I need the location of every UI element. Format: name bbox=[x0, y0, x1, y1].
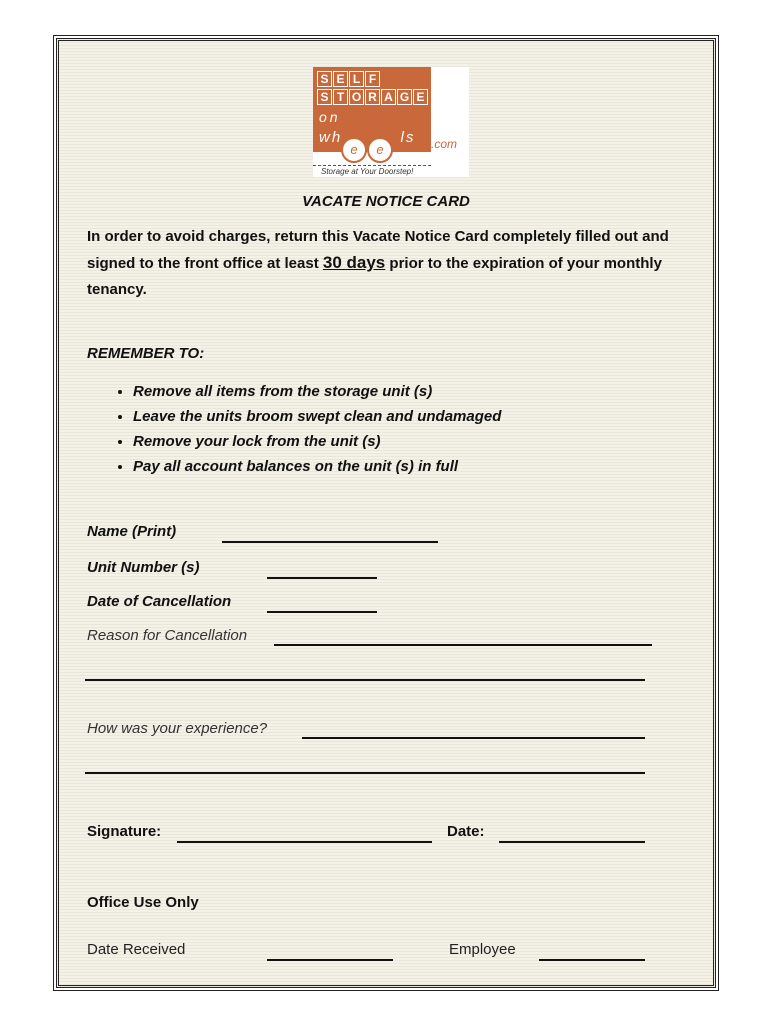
experience-label: How was your experience? bbox=[87, 720, 268, 737]
logo-letter: G bbox=[397, 89, 412, 105]
intro-before: In order to avoid charges, return this Vacate Notice Card completely filled out and signed to the front office at least bbox=[87, 228, 669, 272]
intro-after: prior to the expiration of your monthly tenancy. bbox=[87, 255, 662, 298]
list-item: • Leave the units broom swept clean and undamaged bbox=[133, 404, 501, 429]
logo-tagline: Storage at Your Doorstep! bbox=[321, 167, 414, 176]
reason-field-line-2[interactable] bbox=[85, 679, 645, 681]
logo-letter: T bbox=[333, 89, 348, 105]
unit-field[interactable] bbox=[267, 577, 377, 579]
intro-paragraph bbox=[87, 224, 687, 303]
date-received-field[interactable] bbox=[267, 959, 393, 961]
signature-field[interactable] bbox=[177, 841, 432, 843]
reason-field[interactable] bbox=[274, 644, 652, 646]
date-cancel-label: Date of Cancellation bbox=[87, 593, 232, 610]
logo-letter: S bbox=[317, 89, 332, 105]
experience-field[interactable] bbox=[302, 737, 645, 739]
name-label: Name (Print) bbox=[87, 523, 177, 540]
intro-days: 30 days bbox=[322, 253, 386, 272]
logo-letter: O bbox=[349, 89, 364, 105]
date-cancel-field[interactable] bbox=[267, 611, 377, 613]
logo-letter: F bbox=[365, 71, 380, 87]
unit-label: Unit Number (s) bbox=[87, 559, 200, 576]
remember-heading: REMEMBER TO: bbox=[87, 345, 205, 362]
employee-label: Employee bbox=[449, 941, 516, 958]
date-received-label: Date Received bbox=[87, 941, 186, 958]
wheel-icon: e bbox=[341, 137, 367, 163]
logo-letter: R bbox=[365, 89, 380, 105]
reason-label: Reason for Cancellation bbox=[87, 627, 248, 644]
logo-row-storage bbox=[317, 89, 428, 105]
office-heading: Office Use Only bbox=[87, 894, 199, 911]
logo-divider bbox=[313, 165, 431, 166]
logo-com-text: .com bbox=[431, 137, 458, 151]
logo-letter: S bbox=[317, 71, 332, 87]
name-field[interactable] bbox=[222, 541, 438, 543]
logo-ls: ls bbox=[400, 129, 416, 146]
logo-letter: E bbox=[413, 89, 428, 105]
remember-list bbox=[87, 379, 501, 479]
logo-letter: A bbox=[381, 89, 396, 105]
list-item: • Remove all items from the storage unit (s) bbox=[133, 379, 501, 404]
logo-letter: L bbox=[349, 71, 364, 87]
vacate-notice-card bbox=[56, 38, 716, 988]
logo-letter: E bbox=[333, 71, 348, 87]
signature-label: Signature: bbox=[87, 823, 162, 840]
wheel-icon: e bbox=[367, 137, 393, 163]
logo-wh: wh bbox=[319, 129, 343, 146]
card-title: VACATE NOTICE CARD bbox=[302, 193, 470, 210]
logo-on-text: on bbox=[319, 109, 341, 125]
employee-field[interactable] bbox=[539, 959, 645, 961]
list-item: • Pay all account balances on the unit (s) in full bbox=[133, 454, 501, 479]
date-field[interactable] bbox=[499, 841, 645, 843]
list-item: • Remove your lock from the unit (s) bbox=[133, 429, 501, 454]
experience-field-line-2[interactable] bbox=[85, 772, 645, 774]
company-logo bbox=[313, 67, 469, 177]
logo-wh-text bbox=[319, 129, 415, 146]
logo-row-self bbox=[317, 71, 380, 87]
date-label: Date: bbox=[447, 823, 485, 840]
